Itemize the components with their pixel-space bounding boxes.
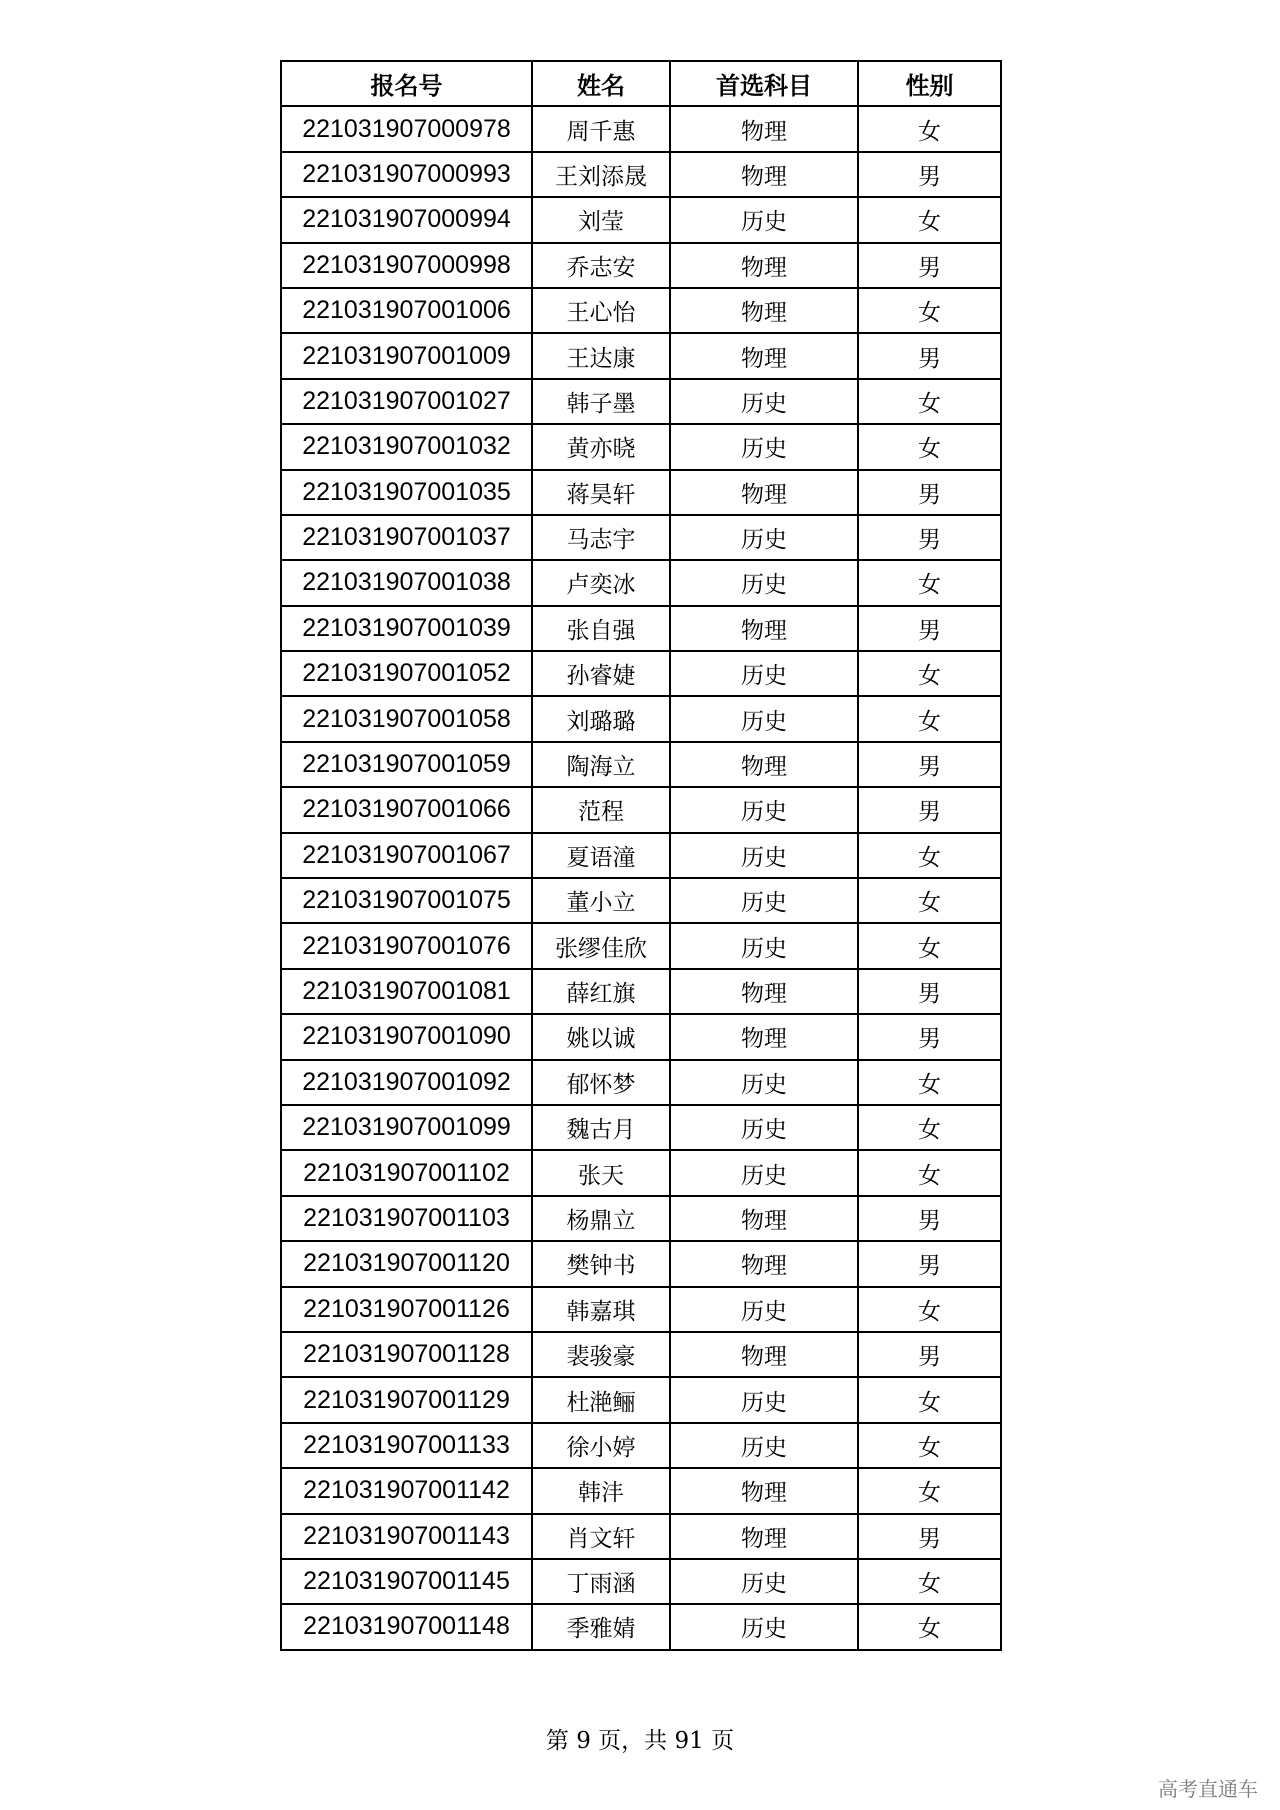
table-row: [281, 606, 1001, 651]
table-row: [281, 515, 1001, 560]
table-header: [281, 61, 1001, 106]
registration-number-cell: 221031907001145: [281, 1559, 532, 1604]
name-cell: 肖文轩: [532, 1514, 670, 1559]
gender-cell: 男: [858, 742, 1001, 787]
primary-subject-cell: 历史: [670, 424, 858, 469]
name-cell: 刘莹: [532, 197, 670, 242]
registration-number-cell: 221031907001032: [281, 424, 532, 469]
registration-number-cell: 221031907001148: [281, 1604, 532, 1649]
primary-subject-cell: 历史: [670, 1423, 858, 1468]
gender-cell: 女: [858, 1604, 1001, 1649]
name-cell: 魏古月: [532, 1105, 670, 1150]
table-row: [281, 152, 1001, 197]
table-row: [281, 197, 1001, 242]
primary-subject-cell: 物理: [670, 333, 858, 378]
table-body: [281, 106, 1001, 1649]
table-row: [281, 288, 1001, 333]
registration-number-cell: 221031907001006: [281, 288, 532, 333]
name-cell: 韩沣: [532, 1468, 670, 1513]
gender-cell: 女: [858, 878, 1001, 923]
primary-subject-cell: 历史: [670, 1377, 858, 1422]
registration-number-cell: 221031907001142: [281, 1468, 532, 1513]
registration-number-cell: 221031907001075: [281, 878, 532, 923]
gender-cell: 男: [858, 969, 1001, 1014]
name-cell: 卢奕冰: [532, 560, 670, 605]
primary-subject-cell: 物理: [670, 1196, 858, 1241]
table-row: [281, 923, 1001, 968]
primary-subject-cell: 历史: [670, 379, 858, 424]
table-row: [281, 1332, 1001, 1377]
table-row: [281, 1287, 1001, 1332]
name-cell: 蒋昊轩: [532, 470, 670, 515]
gender-cell: 女: [858, 1377, 1001, 1422]
primary-subject-cell: 物理: [670, 1468, 858, 1513]
table-row: [281, 106, 1001, 151]
primary-subject-cell: 历史: [670, 560, 858, 605]
gender-cell: 女: [858, 1287, 1001, 1332]
primary-subject-cell: 历史: [670, 833, 858, 878]
primary-subject-cell: 历史: [670, 878, 858, 923]
gender-cell: 女: [858, 379, 1001, 424]
gender-cell: 女: [858, 1105, 1001, 1150]
primary-subject-cell: 历史: [670, 923, 858, 968]
primary-subject-cell: 历史: [670, 1604, 858, 1649]
gender-cell: 女: [858, 288, 1001, 333]
name-cell: 张自强: [532, 606, 670, 651]
name-cell: 黄亦晓: [532, 424, 670, 469]
name-cell: 徐小婷: [532, 1423, 670, 1468]
gender-cell: 男: [858, 1196, 1001, 1241]
primary-subject-cell: 历史: [670, 1150, 858, 1195]
name-cell: 陶海立: [532, 742, 670, 787]
primary-subject-cell: 历史: [670, 1060, 858, 1105]
primary-subject-cell: 物理: [670, 152, 858, 197]
registration-number-cell: 221031907000998: [281, 243, 532, 288]
name-cell: 季雅婧: [532, 1604, 670, 1649]
name-cell: 张天: [532, 1150, 670, 1195]
gender-cell: 女: [858, 197, 1001, 242]
table-row: [281, 1241, 1001, 1286]
table-row: [281, 1105, 1001, 1150]
primary-subject-cell: 历史: [670, 1559, 858, 1604]
registration-number-cell: 221031907001052: [281, 651, 532, 696]
registration-number-cell: 221031907001128: [281, 1332, 532, 1377]
gender-cell: 女: [858, 833, 1001, 878]
gender-cell: 女: [858, 923, 1001, 968]
table-row: [281, 1514, 1001, 1559]
gender-cell: 男: [858, 470, 1001, 515]
registration-number-cell: 221031907001027: [281, 379, 532, 424]
table-row: [281, 651, 1001, 696]
table-row: [281, 1014, 1001, 1059]
header-primary-subject: 首选科目: [670, 61, 858, 106]
gender-cell: 男: [858, 515, 1001, 560]
registration-number-cell: 221031907000993: [281, 152, 532, 197]
gender-cell: 男: [858, 1514, 1001, 1559]
gender-cell: 女: [858, 560, 1001, 605]
gender-cell: 女: [858, 424, 1001, 469]
registration-number-cell: 221031907001037: [281, 515, 532, 560]
registration-number-cell: 221031907000978: [281, 106, 532, 151]
registration-number-cell: 221031907000994: [281, 197, 532, 242]
gender-cell: 男: [858, 152, 1001, 197]
table-row: [281, 470, 1001, 515]
gender-cell: 女: [858, 651, 1001, 696]
gender-cell: 女: [858, 1423, 1001, 1468]
name-cell: 王刘添晟: [532, 152, 670, 197]
gender-cell: 男: [858, 243, 1001, 288]
name-cell: 韩嘉琪: [532, 1287, 670, 1332]
header-gender: 性别: [858, 61, 1001, 106]
primary-subject-cell: 物理: [670, 470, 858, 515]
name-cell: 樊钟书: [532, 1241, 670, 1286]
name-cell: 周千惠: [532, 106, 670, 151]
gender-cell: 女: [858, 696, 1001, 741]
header-row: [281, 61, 1001, 106]
name-cell: 丁雨涵: [532, 1559, 670, 1604]
table-row: [281, 833, 1001, 878]
registration-number-cell: 221031907001120: [281, 1241, 532, 1286]
gender-cell: 女: [858, 1150, 1001, 1195]
table-row: [281, 1604, 1001, 1649]
name-cell: 杜滟鲡: [532, 1377, 670, 1422]
name-cell: 王达康: [532, 333, 670, 378]
primary-subject-cell: 历史: [670, 1287, 858, 1332]
table-row: [281, 696, 1001, 741]
primary-subject-cell: 物理: [670, 1332, 858, 1377]
table-row: [281, 1150, 1001, 1195]
name-cell: 刘璐璐: [532, 696, 670, 741]
name-cell: 范程: [532, 787, 670, 832]
primary-subject-cell: 物理: [670, 106, 858, 151]
name-cell: 马志宇: [532, 515, 670, 560]
primary-subject-cell: 物理: [670, 1241, 858, 1286]
primary-subject-cell: 物理: [670, 969, 858, 1014]
name-cell: 孙睿婕: [532, 651, 670, 696]
primary-subject-cell: 物理: [670, 1514, 858, 1559]
registration-number-cell: 221031907001076: [281, 923, 532, 968]
table-row: [281, 1559, 1001, 1604]
table-row: [281, 1060, 1001, 1105]
name-cell: 王心怡: [532, 288, 670, 333]
gender-cell: 男: [858, 1014, 1001, 1059]
registration-number-cell: 221031907001090: [281, 1014, 532, 1059]
watermark-text: 高考直通车: [1158, 1777, 1258, 1801]
table-row: [281, 969, 1001, 1014]
name-cell: 韩子墨: [532, 379, 670, 424]
table-row: [281, 1423, 1001, 1468]
table-row: [281, 742, 1001, 787]
name-cell: 张缪佳欣: [532, 923, 670, 968]
registration-number-cell: 221031907001126: [281, 1287, 532, 1332]
gender-cell: 男: [858, 787, 1001, 832]
table-row: [281, 878, 1001, 923]
registration-number-cell: 221031907001009: [281, 333, 532, 378]
registration-number-cell: 221031907001133: [281, 1423, 532, 1468]
registration-number-cell: 221031907001039: [281, 606, 532, 651]
primary-subject-cell: 历史: [670, 197, 858, 242]
table-row: [281, 787, 1001, 832]
gender-cell: 男: [858, 606, 1001, 651]
table-row: [281, 560, 1001, 605]
primary-subject-cell: 历史: [670, 651, 858, 696]
name-cell: 夏语潼: [532, 833, 670, 878]
name-cell: 薛红旗: [532, 969, 670, 1014]
registration-number-cell: 221031907001099: [281, 1105, 532, 1150]
primary-subject-cell: 物理: [670, 606, 858, 651]
name-cell: 董小立: [532, 878, 670, 923]
header-registration-number: 报名号: [281, 61, 532, 106]
registration-number-cell: 221031907001066: [281, 787, 532, 832]
primary-subject-cell: 物理: [670, 288, 858, 333]
registration-number-cell: 221031907001081: [281, 969, 532, 1014]
registration-number-cell: 221031907001035: [281, 470, 532, 515]
primary-subject-cell: 历史: [670, 1105, 858, 1150]
name-cell: 乔志安: [532, 243, 670, 288]
page-number: 第 9 页，共 91 页: [545, 1728, 735, 1754]
gender-cell: 女: [858, 1468, 1001, 1513]
name-cell: 郁怀梦: [532, 1060, 670, 1105]
name-cell: 裴骏豪: [532, 1332, 670, 1377]
table-row: [281, 379, 1001, 424]
registration-number-cell: 221031907001102: [281, 1150, 532, 1195]
table-row: [281, 1196, 1001, 1241]
registration-number-cell: 221031907001143: [281, 1514, 532, 1559]
gender-cell: 女: [858, 1060, 1001, 1105]
primary-subject-cell: 历史: [670, 696, 858, 741]
table-row: [281, 1468, 1001, 1513]
table-row: [281, 333, 1001, 378]
name-cell: 姚以诚: [532, 1014, 670, 1059]
registration-number-cell: 221031907001103: [281, 1196, 532, 1241]
table-row: [281, 424, 1001, 469]
student-roster-table: [280, 60, 1002, 1651]
registration-number-cell: 221031907001129: [281, 1377, 532, 1422]
primary-subject-cell: 历史: [670, 515, 858, 560]
header-name: 姓名: [532, 61, 670, 106]
gender-cell: 女: [858, 106, 1001, 151]
primary-subject-cell: 历史: [670, 787, 858, 832]
registration-number-cell: 221031907001059: [281, 742, 532, 787]
name-cell: 杨鼎立: [532, 1196, 670, 1241]
registration-number-cell: 221031907001038: [281, 560, 532, 605]
table-row: [281, 1377, 1001, 1422]
primary-subject-cell: 物理: [670, 742, 858, 787]
gender-cell: 男: [858, 333, 1001, 378]
registration-number-cell: 221031907001092: [281, 1060, 532, 1105]
registration-number-cell: 221031907001067: [281, 833, 532, 878]
gender-cell: 女: [858, 1559, 1001, 1604]
gender-cell: 男: [858, 1241, 1001, 1286]
registration-number-cell: 221031907001058: [281, 696, 532, 741]
gender-cell: 男: [858, 1332, 1001, 1377]
primary-subject-cell: 物理: [670, 243, 858, 288]
primary-subject-cell: 物理: [670, 1014, 858, 1059]
table-row: [281, 243, 1001, 288]
